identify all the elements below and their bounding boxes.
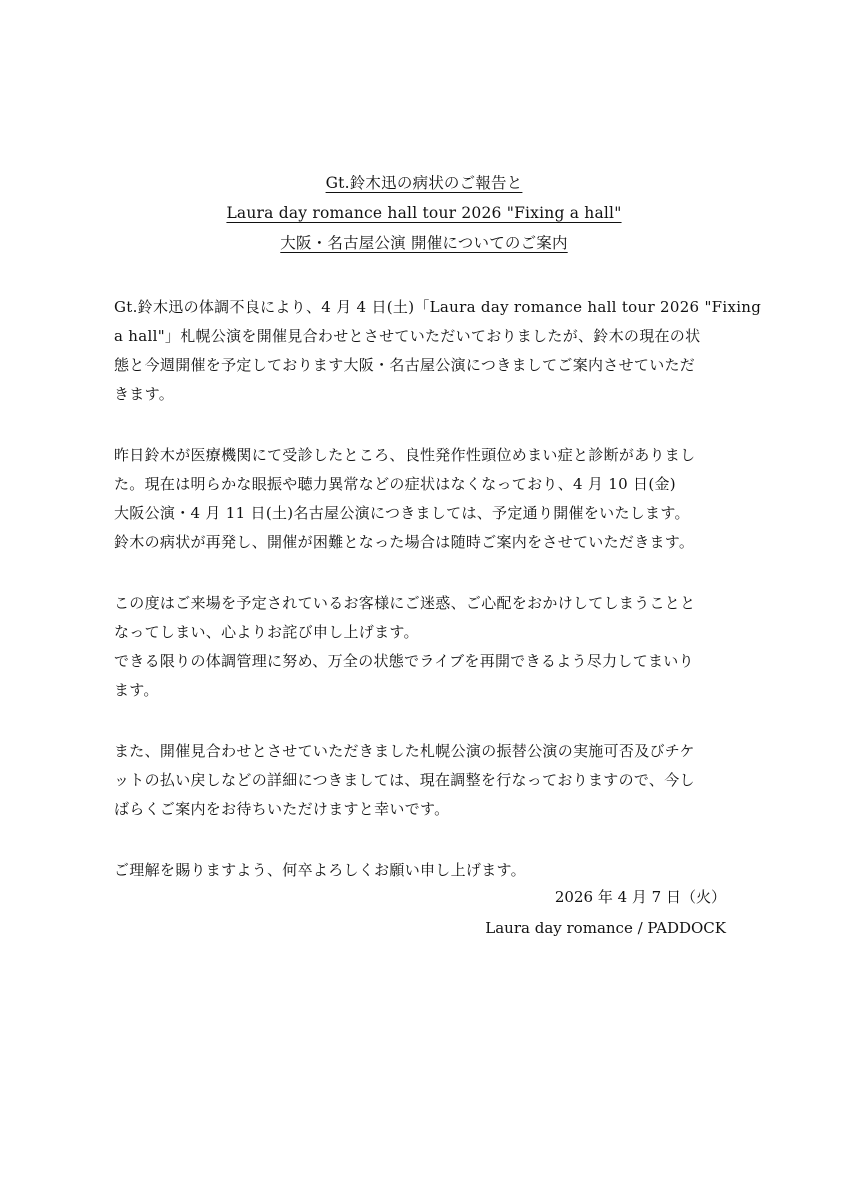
paragraph-line: ます。 [114, 681, 159, 699]
paragraph-line: なってしまい、心よりお詫び申し上げます。 [114, 623, 419, 641]
signature-date: 2026 年 4 月 7 日（火） [554, 888, 726, 906]
paragraph-line: 態と今週開催を予定しております大阪・名古屋公演につきましてご案内させていただ [114, 356, 696, 374]
paragraph-line: ご理解を賜りますよう、何卒よろしくお願い申し上げます。 [114, 861, 526, 879]
paragraph-line: Gt.鈴木迅の体調不良により、4 月 4 日(土)「Laura day romance hall tour 2026 "Fixing [114, 298, 762, 316]
paragraph-closing [114, 856, 736, 885]
paragraph-line: a hall"」札幌公演を開催見合わせとさせていただいておりましたが、鈴木の現在の状 [114, 327, 701, 345]
signature-block [485, 882, 726, 944]
paragraph-line: できる限りの体調管理に努め、万全の状態でライブを再開できるよう尽力してまいり [114, 652, 694, 670]
paragraph-diagnosis [114, 441, 736, 557]
document-body [114, 293, 762, 917]
paragraph-line: また、開催見合わせとさせていただきました札幌公演の振替公演の実施可否及びチケ [114, 742, 695, 760]
document-title [0, 168, 848, 258]
paragraph-line: ットの払い戻しなどの詳細につきましては、現在調整を行なっておりますので、今し [114, 771, 695, 789]
paragraph-announcement [114, 293, 762, 409]
paragraph-line: ばらくご案内をお待ちいただけますと幸いです。 [114, 800, 450, 818]
paragraph-line: た。現在は明らかな眼振や聴力異常などの症状はなくなっており、4 月 10 日(金) [114, 475, 676, 493]
paragraph-line: きます。 [114, 385, 175, 403]
paragraph-line: この度はご来場を予定されているお客様にご迷惑、ご心配をおかけしてしまうことと [114, 594, 696, 612]
title-line-2: Laura day romance hall tour 2026 "Fixing a hall" [226, 204, 622, 222]
title-line-3: 大阪・名古屋公演 開催についてのご案内 [280, 234, 568, 252]
paragraph-line: 鈴木の病状が再発し、開催が困難となった場合は随時ご案内をさせていただきます。 [114, 533, 695, 551]
paragraph-refund [114, 737, 736, 824]
paragraph-line: 昨日鈴木が医療機関にて受診したところ、良性発作性頭位めまい症と診断がありまし [114, 446, 696, 464]
paragraph-line: 大阪公演・4 月 11 日(土)名古屋公演につきましては、予定通り開催をいたします。 [114, 504, 690, 522]
signature-org: Laura day romance / PADDOCK [485, 919, 726, 937]
paragraph-apology [114, 589, 736, 705]
title-line-1: Gt.鈴木迅の病状のご報告と [325, 174, 523, 192]
